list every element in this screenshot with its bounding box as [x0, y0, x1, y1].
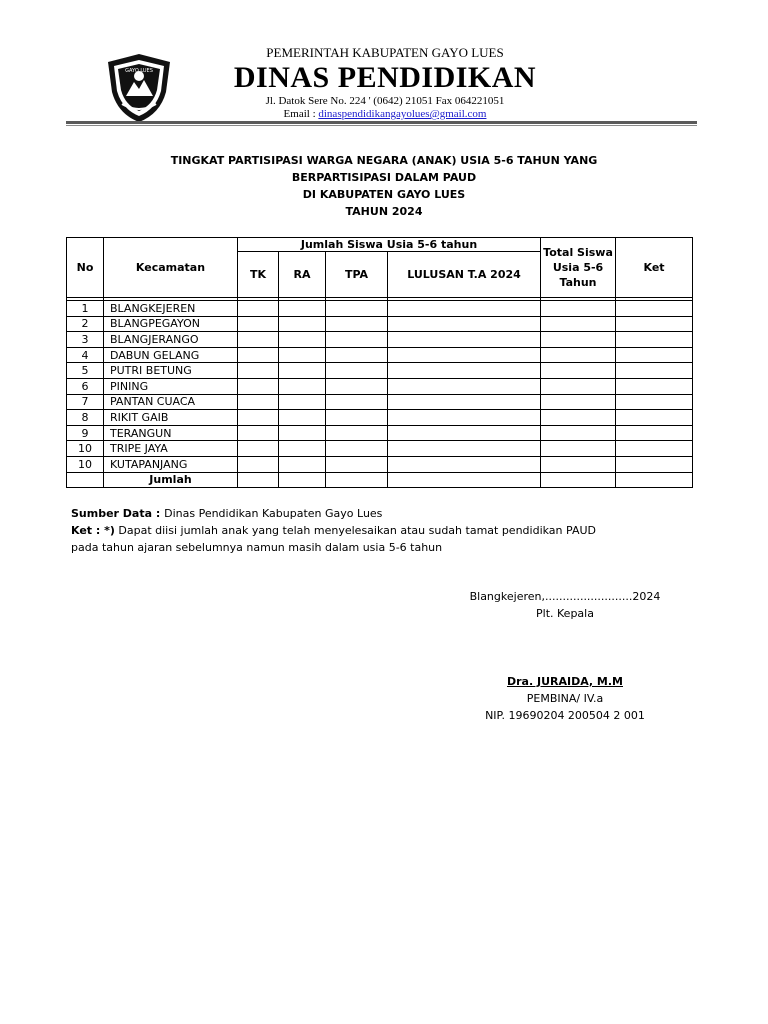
header-total: Total Siswa Usia 5-6 Tahun — [541, 238, 616, 298]
table-row — [67, 410, 693, 426]
row-no: 7 — [67, 394, 104, 410]
row-cell — [388, 347, 541, 363]
row-cell — [326, 378, 388, 394]
table-row — [67, 378, 693, 394]
row-cell — [279, 425, 326, 441]
row-cell — [616, 441, 693, 457]
document-heading — [100, 152, 668, 220]
row-cell — [326, 363, 388, 379]
row-no: 9 — [67, 425, 104, 441]
row-cell — [541, 332, 616, 348]
table-row — [67, 301, 693, 317]
row-cell — [388, 394, 541, 410]
row-cell — [279, 347, 326, 363]
row-cell — [238, 410, 279, 426]
row-cell — [238, 394, 279, 410]
row-no: 8 — [67, 410, 104, 426]
row-cell — [279, 456, 326, 472]
row-cell — [541, 441, 616, 457]
row-cell — [326, 394, 388, 410]
row-cell — [279, 394, 326, 410]
row-cell — [238, 301, 279, 317]
source-line — [71, 505, 596, 522]
row-kecamatan: BLANGKEJEREN — [104, 301, 238, 317]
total-cell — [541, 472, 616, 488]
regency-emblem-logo — [104, 52, 174, 124]
row-cell — [238, 425, 279, 441]
header-ket: Ket — [616, 238, 693, 298]
row-no: 5 — [67, 363, 104, 379]
table-row — [67, 347, 693, 363]
row-cell — [279, 316, 326, 332]
agency-address: Jl. Datok Sere No. 224 ' (0642) 21051 Fax 064221051 — [265, 95, 505, 107]
row-kecamatan: TRIPE JAYA — [104, 441, 238, 457]
row-cell — [388, 316, 541, 332]
row-cell — [616, 425, 693, 441]
row-cell — [279, 363, 326, 379]
table-row — [67, 441, 693, 457]
row-cell — [388, 363, 541, 379]
signatory-position: Plt. Kepala — [536, 607, 594, 620]
signatory-rank: PEMBINA/ IV.a — [526, 692, 604, 705]
row-cell — [616, 301, 693, 317]
heading-line-4: TAHUN 2024 — [345, 205, 423, 218]
row-cell — [326, 347, 388, 363]
row-cell — [326, 425, 388, 441]
letterhead-rule-thin — [66, 125, 697, 126]
row-kecamatan: BLANGPEGAYON — [104, 316, 238, 332]
table-row — [67, 332, 693, 348]
ket-text-1: Dapat diisi jumlah anak yang telah menyelesaikan atau sudah tamat pendidikan PAUD — [114, 524, 596, 537]
heading-line-3: DI KABUPATEN GAYO LUES — [302, 188, 466, 201]
table-row — [67, 456, 693, 472]
email-label: Email : — [283, 108, 319, 120]
row-kecamatan: PINING — [104, 378, 238, 394]
row-cell — [238, 456, 279, 472]
row-cell — [238, 347, 279, 363]
row-kecamatan: TERANGUN — [104, 425, 238, 441]
table-row — [67, 363, 693, 379]
row-cell — [326, 316, 388, 332]
row-cell — [279, 301, 326, 317]
row-cell — [616, 363, 693, 379]
heading-line-1: TINGKAT PARTISIPASI WARGA NEGARA (ANAK) USIA 5-6 TAHUN YANG — [170, 154, 598, 167]
government-name: PEMERINTAH KABUPATEN GAYO LUES — [266, 45, 504, 60]
email-link[interactable]: dinaspendidikangayolues@gmail.com — [318, 108, 487, 120]
row-cell — [238, 332, 279, 348]
total-label: Jumlah — [104, 472, 238, 488]
row-no: 10 — [67, 456, 104, 472]
row-no: 10 — [67, 441, 104, 457]
ket-label: Ket : *) — [71, 524, 115, 537]
row-cell — [326, 332, 388, 348]
row-no: 6 — [67, 378, 104, 394]
agency-title: DINAS PENDIDIKAN — [233, 61, 537, 94]
row-cell — [388, 332, 541, 348]
header-no: No — [67, 238, 104, 298]
row-cell — [388, 425, 541, 441]
row-cell — [238, 441, 279, 457]
signatory-nip: NIP. 19690204 200504 2 001 — [485, 709, 645, 722]
row-cell — [541, 394, 616, 410]
row-cell — [326, 410, 388, 426]
notes-block — [71, 505, 596, 556]
row-cell — [279, 378, 326, 394]
total-cell — [388, 472, 541, 488]
source-value: Dinas Pendidikan Kabupaten Gayo Lues — [164, 507, 383, 520]
row-cell — [541, 316, 616, 332]
row-cell — [388, 378, 541, 394]
row-cell — [541, 378, 616, 394]
row-cell — [326, 456, 388, 472]
row-cell — [616, 332, 693, 348]
row-cell — [279, 441, 326, 457]
row-cell — [388, 456, 541, 472]
table-row — [67, 316, 693, 332]
place-date: Blangkejeren,.........................2024 — [469, 590, 661, 603]
row-kecamatan: PUTRI BETUNG — [104, 363, 238, 379]
row-kecamatan: KUTAPANJANG — [104, 456, 238, 472]
total-cell — [279, 472, 326, 488]
header-ra: RA — [279, 252, 326, 298]
row-cell — [388, 410, 541, 426]
participation-table — [66, 237, 693, 488]
row-cell — [541, 363, 616, 379]
row-cell — [541, 410, 616, 426]
row-kecamatan: RIKIT GAIB — [104, 410, 238, 426]
total-cell — [326, 472, 388, 488]
total-row — [67, 472, 693, 488]
row-cell — [541, 456, 616, 472]
ket-line — [71, 522, 596, 539]
signatory-name: Dra. JURAIDA, M.M — [506, 675, 623, 688]
row-no: 1 — [67, 301, 104, 317]
row-cell — [238, 316, 279, 332]
row-cell — [279, 410, 326, 426]
row-cell — [616, 316, 693, 332]
row-kecamatan: PANTAN CUACA — [104, 394, 238, 410]
row-cell — [616, 378, 693, 394]
ket-text-2: pada tahun ajaran sebelumnya namun masih dalam usia 5-6 tahun — [71, 541, 443, 554]
svg-text:GAYO LUES: GAYO LUES — [125, 68, 153, 74]
total-cell — [238, 472, 279, 488]
row-cell — [326, 301, 388, 317]
row-no: 4 — [67, 347, 104, 363]
row-cell — [326, 441, 388, 457]
row-cell — [616, 456, 693, 472]
letterhead-rule-thick — [66, 121, 697, 124]
total-row-no — [67, 472, 104, 488]
header-tpa: TPA — [326, 252, 388, 298]
row-cell — [541, 347, 616, 363]
total-cell — [616, 472, 693, 488]
row-cell — [388, 441, 541, 457]
row-no: 2 — [67, 316, 104, 332]
row-cell — [279, 332, 326, 348]
header-group-students: Jumlah Siswa Usia 5-6 tahun — [238, 238, 541, 252]
source-label: Sumber Data : — [71, 507, 165, 520]
row-kecamatan: BLANGJERANGO — [104, 332, 238, 348]
table-row — [67, 425, 693, 441]
row-cell — [238, 363, 279, 379]
header-tk: TK — [238, 252, 279, 298]
header-lulusan: LULUSAN T.A 2024 — [388, 252, 541, 298]
row-cell — [388, 301, 541, 317]
row-no: 3 — [67, 332, 104, 348]
row-cell — [616, 410, 693, 426]
row-cell — [616, 347, 693, 363]
header-kecamatan: Kecamatan — [104, 238, 238, 298]
heading-line-2: BERPARTISIPASI DALAM PAUD — [291, 171, 477, 184]
row-cell — [541, 301, 616, 317]
row-cell — [616, 394, 693, 410]
row-cell — [541, 425, 616, 441]
row-kecamatan: DABUN GELANG — [104, 347, 238, 363]
agency-email-line — [180, 108, 590, 120]
table-row — [67, 394, 693, 410]
row-cell — [238, 378, 279, 394]
